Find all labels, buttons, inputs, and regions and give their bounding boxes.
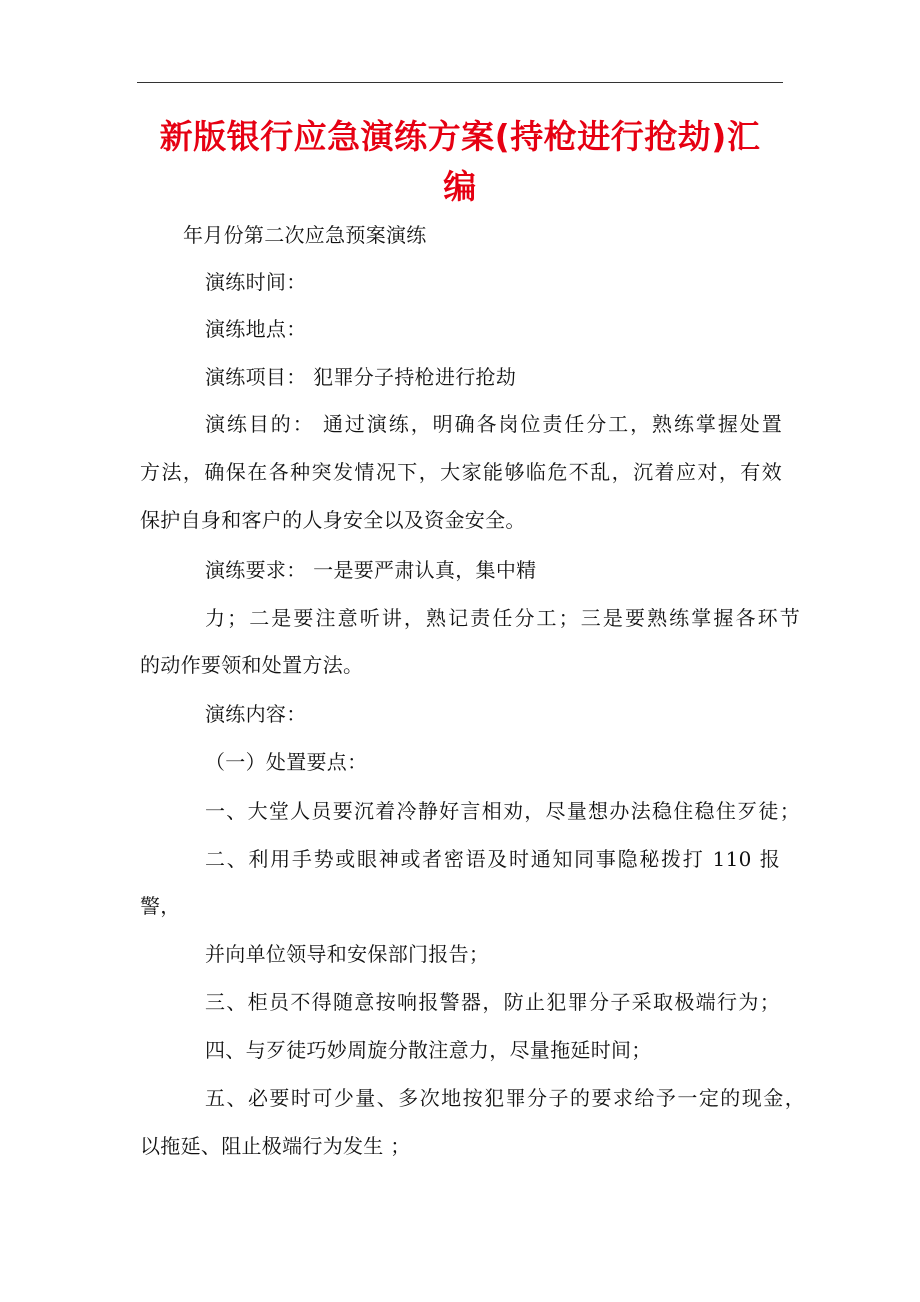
drill-requirement-line-2: 力；二是要注意听讲，熟记责任分工；三是要熟练掌握各环节: [205, 606, 800, 630]
point-2-line-3: 并向单位领导和安保部门报告；: [205, 942, 490, 966]
header-rule: [137, 82, 783, 83]
drill-content-heading: 演练内容：: [205, 702, 307, 726]
intro-line: 年月份第二次应急预案演练: [183, 223, 427, 247]
drill-purpose-line-2: 方法，确保在各种突发情况下，大家能够临危不乱，沉着应对，有效: [140, 460, 782, 484]
drill-time-line: 演练时间：: [205, 270, 307, 294]
point-4-line: 四、与歹徒巧妙周旋分散注意力，尽量拖延时间；: [205, 1038, 652, 1062]
drill-requirement-line-1: 演练要求： 一是要严肃认真，集中精: [205, 558, 537, 582]
title-line-2: 编: [443, 167, 477, 206]
point-5-line-1: 五、必要时可少量、多次地按犯罪分子的要求给予一定的现金，: [205, 1086, 805, 1110]
section-heading: （一）处置要点：: [205, 750, 368, 774]
point-2-line-2: 警，: [140, 894, 181, 918]
drill-location-line: 演练地点：: [205, 317, 307, 341]
point-5-line-2: 以拖延、阻止极端行为发生 ；: [140, 1134, 411, 1158]
title-line-1: 新版银行应急演练方案(持枪进行抢劫)汇: [159, 117, 761, 156]
drill-project-line: 演练项目： 犯罪分子持枪进行抢劫: [205, 365, 517, 389]
drill-purpose-line-1: 演练目的： 通过演练，明确各岗位责任分工，熟练掌握处置: [205, 412, 782, 436]
drill-requirement-line-3: 的动作要领和处置方法。: [140, 653, 364, 677]
point-2-line-1: 二、利用手势或眼神或者密语及时通知同事隐秘拨打 110 报: [205, 847, 780, 871]
document-title: [140, 112, 780, 212]
point-3-line: 三、柜员不得随意按响报警器，防止犯罪分子采取极端行为；: [205, 990, 780, 1014]
drill-purpose-line-3: 保护自身和客户的人身安全以及资金安全。: [140, 508, 526, 532]
point-1-line: 一、大堂人员要沉着冷静好言相劝，尽量想办法稳住稳住歹徒；: [205, 799, 800, 823]
